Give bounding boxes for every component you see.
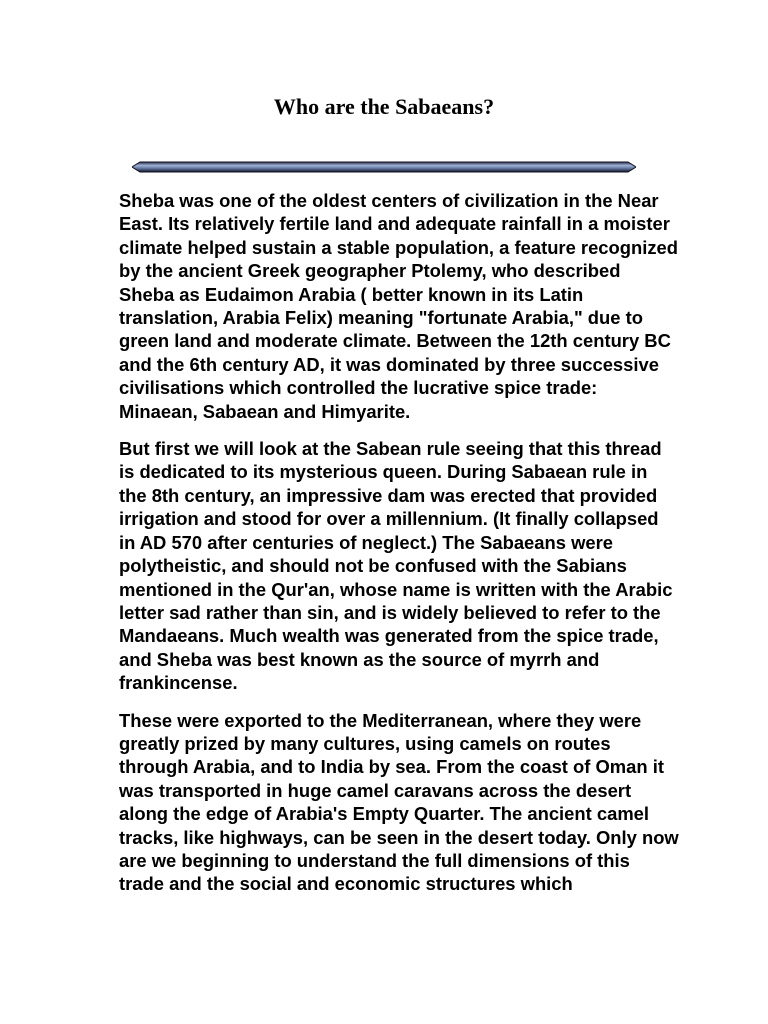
- paragraph-3: These were exported to the Mediterranean, where they were greatly prized by many cultures, using camels on routes through Arabia, and to India by sea. From the coast of Oman it was transported in huge camel caravans across the desert along the edge of Arabia's Empty Quarter. The ancient camel tracks, like highways, can be seen in the desert today. Only now are we beginning to understand the full dimensions of this trade and the social and economic structures which: [119, 709, 679, 895]
- page-title: Who are the Sabaeans?: [273, 94, 495, 119]
- paragraph-1: Sheba was one of the oldest centers of civilization in the Near East. Its relatively fertile land and adequate rainfall in a moister climate helped sustain a stable population, a feature recognized by the ancient Greek geographer Ptolemy, who described Sheba as Eudaimon Arabia ( better known in its Latin translation, Arabia Felix) meaning "fortunate Arabia," due to green land and moderate climate. Between the 12th century BC and the 6th century AD, it was dominated by three successive civilisations which controlled the lucrative spice trade: Minaean, Sabaean and Himyarite.: [119, 190, 679, 422]
- horizontal-rule: [132, 160, 636, 174]
- paragraph-2: But first we will look at the Sabean rule seeing that this thread is dedicated to its mysterious queen. During Sabaean rule in the 8th century, an impressive dam was erected that provided irrigation and stood for over a millennium. (It finally collapsed in AD 570 after centuries of neglect.) The Sabaeans were polytheistic, and should not be confused with the Sabians mentioned in the Qur'an, whose name is written with the Arabic letter sad rather than sin, and is widely believed to refer to the Mandaeans. Much wealth was generated from the spice trade, and Sheba was best known as the source of myrrh and frankincense.: [119, 438, 673, 694]
- article-body: [119, 189, 679, 910]
